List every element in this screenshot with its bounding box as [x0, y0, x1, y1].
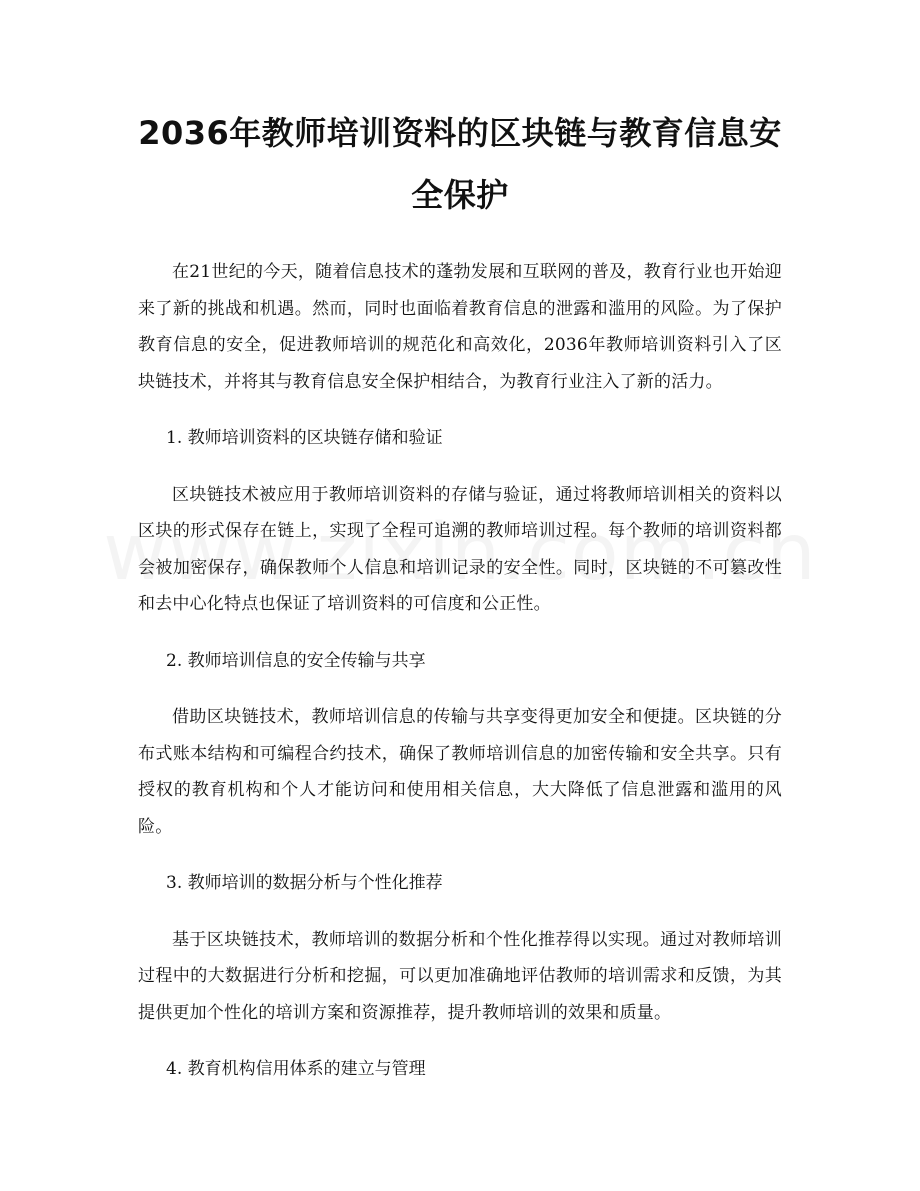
section-heading-2: 2. 教师培训信息的安全传输与共享	[166, 650, 426, 671]
section-paragraph-3: 基于区块链技术，教师培训的数据分析和个性化推荐得以实现。通过对教师培训过程中的大数据进行分析和挖掘，可以更加准确地评估教师的培训需求和反馈，为其提供更加个性化的培训方案和资源推荐，提升教师培训的效果和质量。	[138, 929, 782, 1023]
intro-paragraph: 在21世纪的今天，随着信息技术的蓬勃发展和互联网的普及，教育行业也开始迎来了新的挑战和机遇。然而，同时也面临着教育信息的泄露和滥用的风险。为了保护教育信息的安全，促进教师培训的规范化和高效化，2036年教师培训资料引入了区块链技术，并将其与教育信息安全保护相结合，为教育行业注入了新的活力。	[138, 262, 782, 392]
document-body	[138, 254, 782, 1088]
section-heading-4: 4. 教育机构信用体系的建立与管理	[166, 1059, 426, 1079]
section-paragraph-2: 借助区块链技术，教师培训信息的传输与共享变得更加安全和便捷。区块链的分布式账本结构和可编程合约技术，确保了教师培训信息的加密传输和安全共享。只有授权的教育机构和个人才能访问和使用相关信息，大大降低了信息泄露和滥用的风险。	[138, 707, 782, 837]
document-title: 2036年教师培训资料的区块链与教育信息安全保护	[138, 114, 782, 214]
section-heading-3: 3. 教师培训的数据分析与个性化推荐	[166, 873, 443, 893]
section-paragraph-1: 区块链技术被应用于教师培训资料的存储与验证，通过将教师培训相关的资料以区块的形式保存在链上，实现了全程可追溯的教师培训过程。每个教师的培训资料都会被加密保存，确保教师个人信息和培训记录的安全性。同时，区块链的不可篡改性和去中心化特点也保证了培训资料的可信度和公正性。	[138, 484, 782, 614]
section-heading-1: 1. 教师培训资料的区块链存储和验证	[166, 428, 443, 448]
